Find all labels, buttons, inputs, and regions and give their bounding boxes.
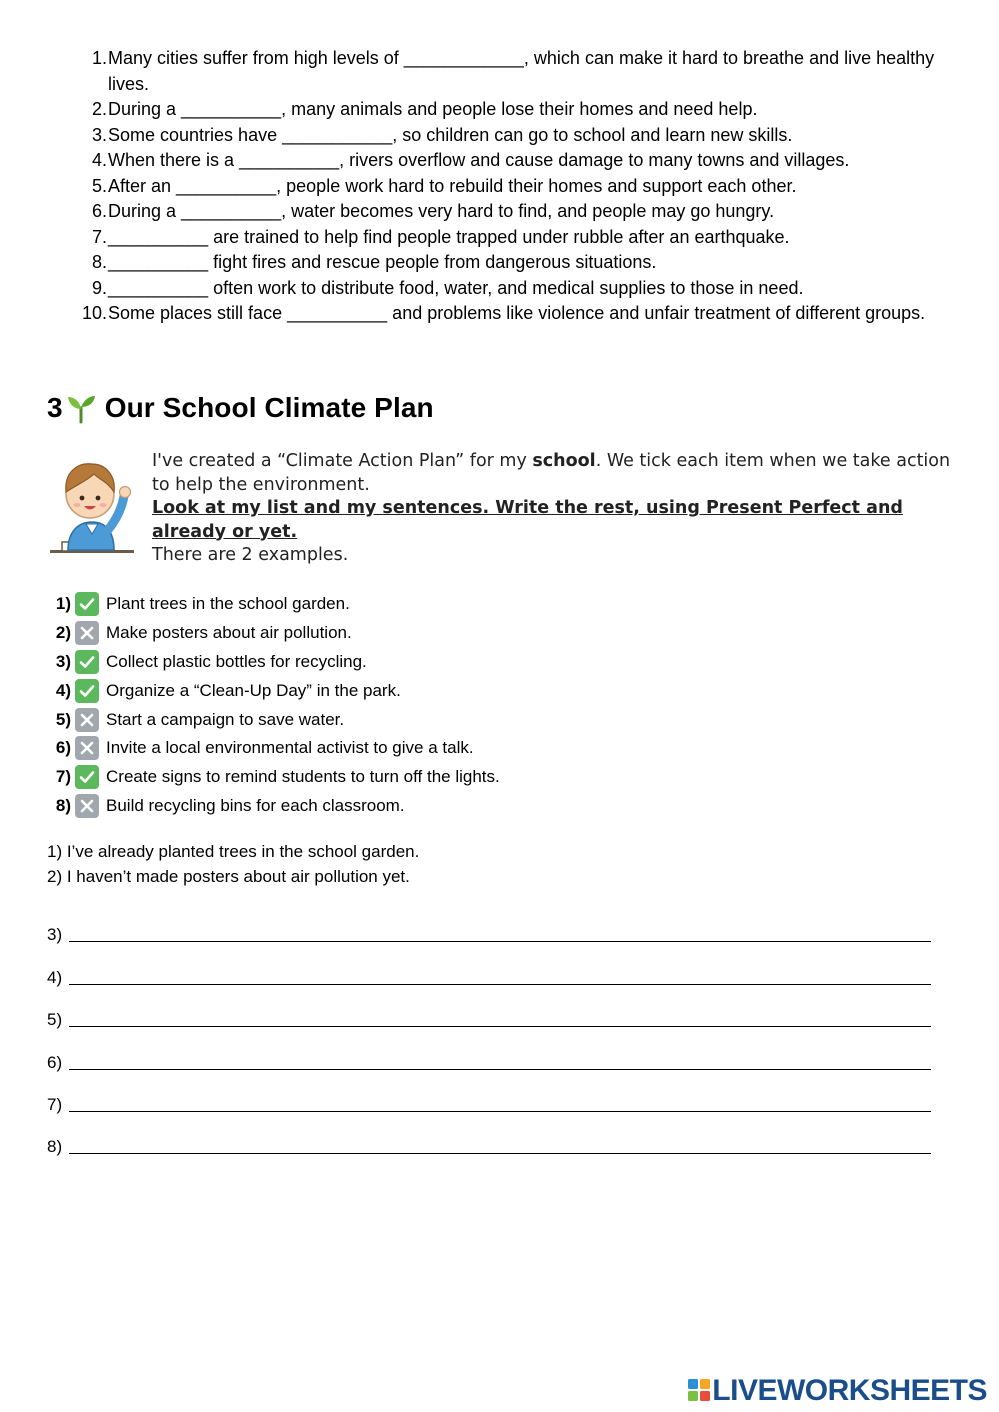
plan-item <box>47 792 747 821</box>
answer-section <box>47 904 931 1158</box>
plan-item-text: Organize a “Clean-Up Day” in the park. <box>106 680 401 700</box>
intro-after: . We tick each item when we take action to help the environment. <box>152 451 951 495</box>
example-sentences <box>47 840 419 889</box>
answer-row <box>47 946 931 988</box>
plan-item-text: Plant trees in the school garden. <box>106 594 350 614</box>
question-text: When there is a __________, rivers overflow and cause damage to many towns and villages. <box>108 150 850 170</box>
question-item <box>70 301 940 327</box>
question-text: __________ fight fires and rescue people from dangerous situations. <box>108 252 657 272</box>
answer-row <box>47 1074 931 1116</box>
check-mark-icon <box>75 592 99 616</box>
check-mark-icon <box>75 765 99 789</box>
cross-mark-icon <box>75 794 99 818</box>
question-item <box>70 174 940 200</box>
example-sentence: 2) I haven’t made posters about air pollution yet. <box>47 866 410 886</box>
student-raising-hand-picture <box>48 450 138 566</box>
question-number: 8. <box>91 252 107 272</box>
question-number: 10. <box>81 303 107 323</box>
question-text: Some places still face __________ and problems like violence and unfair treatment of different groups. <box>108 303 926 323</box>
plan-item-number: 1) <box>55 594 71 614</box>
answer-input[interactable] <box>69 1004 931 1027</box>
question-number: 5. <box>91 175 107 196</box>
brand-name: LIVEWORKSHEETS <box>712 1374 987 1407</box>
plan-item-number: 3) <box>55 651 71 671</box>
liveworksheets-brand <box>688 1374 987 1408</box>
intro-before: I've created a “Climate Action Plan” for my <box>152 451 533 471</box>
plan-item-number: 5) <box>55 709 71 729</box>
plan-item <box>47 763 747 792</box>
answer-input[interactable] <box>69 1047 931 1070</box>
answer-input[interactable] <box>69 1089 931 1112</box>
plan-item <box>47 705 747 734</box>
question-number: 7. <box>91 226 107 247</box>
answer-label: 7) <box>47 1094 63 1114</box>
question-item <box>70 225 940 251</box>
question-text: During a __________, water becomes very hard to find, and people may go hungry. <box>108 201 775 221</box>
plan-item-number: 7) <box>55 767 71 787</box>
answer-label: 4) <box>47 967 63 987</box>
examples-note: There are 2 examples. <box>152 545 349 565</box>
question-number: 6. <box>91 201 107 221</box>
question-item <box>70 148 940 174</box>
intro-school-word: school <box>532 451 596 471</box>
check-mark-icon <box>75 650 99 674</box>
plan-item-number: 4) <box>55 680 71 700</box>
question-text: During a __________, many animals and people lose their homes and need help. <box>108 99 758 119</box>
answer-label: 5) <box>47 1010 63 1030</box>
plan-item-number: 8) <box>55 795 71 815</box>
question-text: __________ are trained to help find people trapped under rubble after an earthquake. <box>108 226 790 247</box>
answer-label: 3) <box>47 925 63 945</box>
plan-item-number: 6) <box>55 738 71 758</box>
section-title <box>47 392 434 424</box>
instruction-text: Look at my list and my sentences. Write the rest, using Present Perfect and already or yet. <box>152 498 903 542</box>
plan-item <box>47 590 747 619</box>
question-text: Many cities suffer from high levels of ____________, which can make it hard to breathe and live healthy lives. <box>108 48 935 94</box>
plan-item <box>47 648 747 677</box>
plan-item-text: Invite a local environmental activist to give a talk. <box>106 738 474 758</box>
intro-paragraph <box>152 450 957 497</box>
question-item <box>70 199 940 225</box>
example-sentence: 1) I’ve already planted trees in the school garden. <box>47 842 420 861</box>
answer-label: 6) <box>47 1052 63 1072</box>
question-number: 1. <box>91 48 107 68</box>
question-item <box>70 123 940 149</box>
question-item <box>70 97 940 123</box>
sprout-icon <box>65 392 97 424</box>
fill-in-question-list <box>70 46 940 327</box>
question-number: 9. <box>91 277 107 298</box>
answer-label: 8) <box>47 1137 63 1157</box>
question-number: 2. <box>91 99 107 119</box>
liveworksheets-logo-icon <box>688 1379 710 1403</box>
cross-mark-icon <box>75 736 99 760</box>
cross-mark-icon <box>75 621 99 645</box>
section-number: 3 <box>47 392 63 423</box>
section-title-text: Our School Climate Plan <box>104 392 434 423</box>
plan-item-text: Build recycling bins for each classroom. <box>106 795 405 815</box>
answer-row <box>47 904 931 946</box>
question-item <box>70 250 940 276</box>
cross-mark-icon <box>75 708 99 732</box>
question-text: After an __________, people work hard to rebuild their homes and support each other. <box>108 175 797 196</box>
question-number: 3. <box>91 124 107 145</box>
answer-row <box>47 1116 931 1158</box>
answer-input[interactable] <box>69 1131 931 1154</box>
question-text: __________ often work to distribute food, water, and medical supplies to those in need. <box>108 277 804 298</box>
answer-input[interactable] <box>69 919 931 942</box>
intro-text <box>152 450 957 568</box>
answer-row <box>47 989 931 1031</box>
question-text: Some countries have ___________, so children can go to school and learn new skills. <box>108 124 793 145</box>
check-mark-icon <box>75 679 99 703</box>
plan-item-text: Make posters about air pollution. <box>106 623 352 643</box>
climate-plan-list <box>47 590 747 820</box>
question-item <box>70 276 940 302</box>
plan-item <box>47 619 747 648</box>
answer-input[interactable] <box>69 962 931 985</box>
plan-item-number: 2) <box>55 623 71 643</box>
answer-row <box>47 1031 931 1073</box>
question-number: 4. <box>91 150 107 170</box>
plan-item <box>47 734 747 763</box>
plan-item-text: Collect plastic bottles for recycling. <box>106 651 367 671</box>
plan-item-text: Create signs to remind students to turn off the lights. <box>106 767 500 787</box>
plan-item-text: Start a campaign to save water. <box>106 709 345 729</box>
question-item <box>70 46 940 97</box>
plan-item <box>47 676 747 705</box>
